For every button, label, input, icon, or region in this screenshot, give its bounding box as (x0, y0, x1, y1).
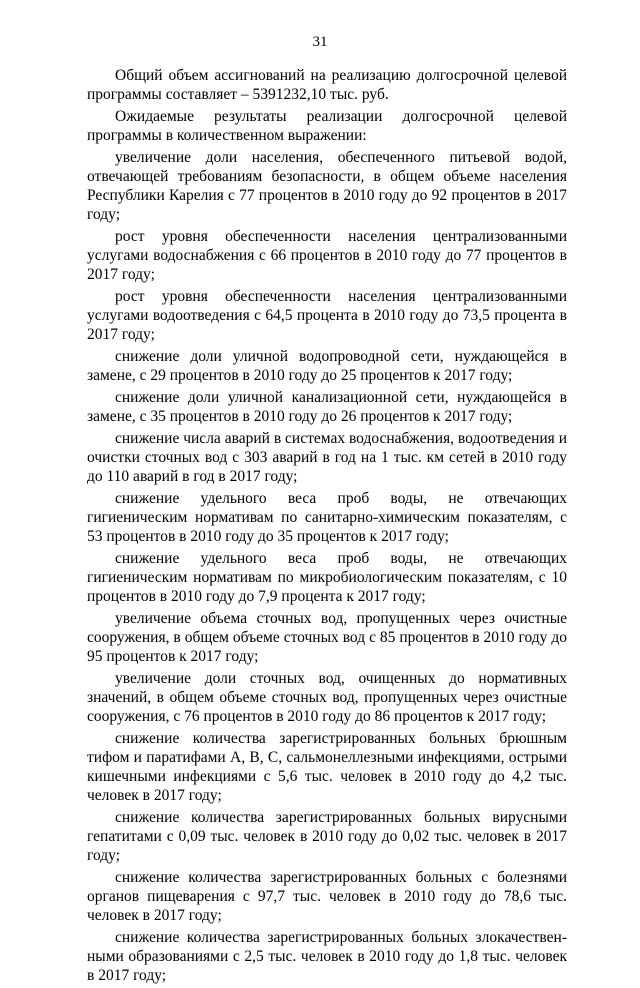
paragraph-expected-results: Ожидаемые результаты реализации долгосрочной целевой программы в количественном выражении: (87, 108, 567, 144)
list-item-sewer-network-replacement: снижение доли уличной канализационной сети, нуждающейся в замене, с 35 процентов в 2010 году до 26 процентов к 2017 году; (87, 389, 567, 425)
list-item-water-supply-coverage: рост уровня обеспеченности населения централизованными услугами водоснабжения с 66 процентов в 2010 году до 77 процентов в 2017 году; (87, 228, 567, 283)
document-body (87, 66, 567, 988)
list-item-viral-hepatitis: снижение количества зарегистрированных больных вирусными гепатитами с 0,09 тыс. человек в 2010 году до 0,02 тыс. человек в 2017 году; (87, 809, 567, 864)
list-item-malignant-neoplasms: снижение количества зарегистрированных больных злокачествен-ными образованиями с 2,5 тыс. человек в 2010 году до 1,8 тыс. человек в 2017 году; (87, 929, 567, 984)
list-item-accidents-reduction: снижение числа аварий в системах водоснабжения, водоотведения и очистки сточных вод с 303 аварий в год на 1 тыс. км сетей в 2010 году до 110 аварий в год в 2017 году; (87, 430, 567, 485)
list-item-water-network-replacement: снижение доли уличной водопроводной сети, нуждающейся в замене, с 29 процентов в 2010 году до 25 процентов к 2017 году; (87, 348, 567, 384)
list-item-safe-water-share: увеличение доли населения, обеспеченного питьевой водой, отвечающей требованиям безопасности, в общем объеме населения Республики Карелия с 77 процентов в 2010 году до 92 процентов в 2017 году; (87, 149, 567, 223)
list-item-chemical-samples: снижение удельного веса проб воды, не отвечающих гигиеническим нормативам по санитарно-химическим показателям, с 53 процентов в 2010 году до 35 процентов к 2017 году; (87, 490, 567, 545)
paragraph-total-allocation: Общий объем ассигнований на реализацию долгосрочной целевой программы составляет – 5391232,10 тыс. руб. (87, 67, 567, 103)
list-item-wastewater-treated-volume: увеличение объема сточных вод, пропущенных через очистные сооружения, в общем объеме сточных вод с 85 процентов в 2010 году до 95 процентов к 2017 году; (87, 610, 567, 665)
list-item-digestive-diseases: снижение количества зарегистрированных больных с болезнями органов пищеварения с 97,7 тыс. человек в 2010 году до 78,6 тыс. человек в 2017 году; (87, 869, 567, 924)
list-item-typhoid-infections: снижение количества зарегистрированных больных брюшным тифом и паратифами А, В, С, сальмонеллезными инфекциями, острыми кишечными инфекциями с 5,6 тыс. человек в 2010 году до 4,2 тыс. человек в 2017 году; (87, 730, 567, 804)
page-number: 31 (312, 34, 328, 50)
list-item-sewerage-coverage: рост уровня обеспеченности населения централизованными услугами водоотведения с 64,5 процента в 2010 году до 73,5 процента в 2017 году; (87, 288, 567, 343)
list-item-wastewater-normative-share: увеличение доли сточных вод, очищенных до нормативных значений, в общем объеме сточных вод, пропущенных через очистные сооружения, с 76 процентов в 2010 году до 86 процентов к 2017 году; (87, 670, 567, 725)
list-item-microbiological-samples: снижение удельного веса проб воды, не отвечающих гигиеническим нормативам по микробиологическим показателям, с 10 процентов в 2010 году до 7,9 процента к 2017 году; (87, 550, 567, 605)
